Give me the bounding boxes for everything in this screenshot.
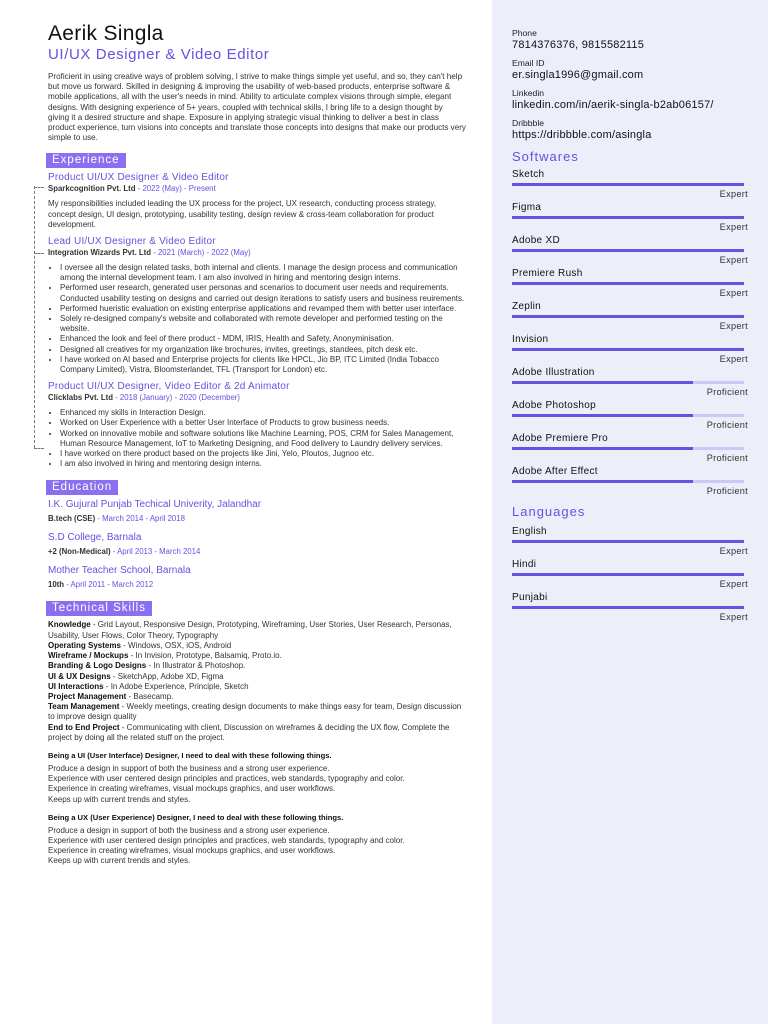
skill-level-bar: [512, 606, 744, 609]
sidebar-content: [512, 28, 748, 625]
skill-name: Hindi: [512, 559, 537, 570]
skill-level-fill: [512, 315, 744, 318]
skill-name: English: [512, 526, 547, 537]
job-company: [48, 248, 466, 258]
skill-text: - In Invision, Prototype, Balsamiq, Proto.io.: [128, 651, 282, 661]
skill-label: Project Management: [48, 691, 127, 701]
contact-label: Linkedin: [512, 88, 545, 98]
job-bullets: [48, 408, 466, 469]
skill-level-item: [512, 559, 748, 592]
education-dates: - March 2014 - April 2018: [95, 514, 185, 524]
technical-skills-section: [48, 598, 466, 866]
job-bullets: [48, 263, 466, 375]
softwares-heading: Softwares: [512, 149, 579, 164]
ux-note-heading: Being a UX (User Experience) Designer, I need to deal with these following things.: [48, 812, 344, 822]
skill-level-fill: [512, 414, 693, 417]
candidate-name: Aerik Singla: [48, 22, 164, 45]
skill-level-fill: [512, 249, 744, 252]
skill-label: UI & UX Designs: [48, 671, 111, 681]
school-name: Mother Teacher School, Barnala: [48, 565, 191, 577]
timeline-tick: [34, 187, 44, 188]
list-item: • I am also involved in hiring and mentoring design interns.: [60, 459, 466, 469]
skill-level-item: [512, 301, 748, 334]
skill-level-item: [512, 268, 748, 301]
skill-text: - SketchApp, Adobe XD, Figma: [110, 671, 224, 681]
skill-level-bar: [512, 447, 744, 450]
list-item: Keeps up with current trends and styles.: [48, 794, 191, 804]
skill-level-item: [512, 235, 748, 268]
skill-level-item: [512, 526, 748, 559]
degree: B.tech (CSE): [48, 514, 96, 524]
education-heading: Education: [46, 480, 118, 495]
skill-level-item: [512, 433, 748, 466]
contact-item: [512, 28, 748, 52]
skill-level-label: Proficient: [706, 387, 748, 397]
skill-text: - Grid Layout, Responsive Design, Prototyping, Wireframing, User Stories, User Research, Personas, Usability, User Flows, Color Theory, Typography: [48, 620, 452, 640]
job-title: Product UI/UX Designer, Video Editor & 2d Animator: [48, 381, 290, 393]
skill-line: [48, 661, 466, 671]
contact-label: Dribbble: [512, 118, 545, 128]
candidate-role: UI/UX Designer & Video Editor: [48, 46, 270, 63]
list-item: Produce a design in support of both the business and a strong user experience.: [48, 825, 330, 835]
list-item: Experience with user centered design principles and practices, web standards, typography and color.: [48, 835, 405, 845]
skill-level-item: [512, 202, 748, 235]
job-company: [48, 184, 466, 194]
skill-name: Zeplin: [512, 301, 542, 312]
education-dates: - April 2013 - March 2014: [110, 547, 201, 557]
experience-timeline: [48, 172, 466, 469]
experience-section: [48, 150, 466, 469]
skill-level-fill: [512, 540, 744, 543]
job-company: [48, 393, 466, 403]
email-link[interactable]: er.singla1996@gmail.com: [512, 69, 644, 81]
skill-level-label: Expert: [719, 321, 748, 331]
education-detail: [48, 580, 466, 590]
skill-level-bar: [512, 540, 744, 543]
skill-level-item: [512, 334, 748, 367]
skill-level-fill: [512, 216, 744, 219]
skill-name: Adobe Photoshop: [512, 400, 597, 411]
list-item: • I have worked on AI based and Enterprise projects for clients like HPCL, Jio BP, ITC Limited (India Tobacco Company Limited), Vistra, Bloomsterlandet, TFL (Transport for London) etc.: [60, 355, 466, 375]
list-item: • Performed hueristic evaluation on existing enterprise applications and revamped them with better user interface.: [60, 304, 466, 314]
job-entry: [48, 236, 466, 375]
list-item: Keeps up with current trends and styles.: [48, 856, 191, 866]
education-detail: [48, 514, 466, 524]
skill-label: Operating Systems: [48, 640, 121, 650]
softwares-list: [512, 169, 748, 499]
skill-level-fill: [512, 606, 744, 609]
school-name: I.K. Gujural Punjab Techical Univerity, Jalandhar: [48, 499, 262, 511]
skill-level-fill: [512, 183, 744, 186]
company-name: Integration Wizards Pvt. Ltd: [48, 248, 152, 258]
skill-line: [48, 682, 466, 692]
languages-heading: Languages: [512, 504, 586, 519]
main-column: [48, 22, 466, 867]
skill-level-item: [512, 169, 748, 202]
list-item: • Worked on User Experience with a better User Interface of Products to grow business needs.: [60, 418, 466, 428]
education-entry: [48, 499, 466, 524]
contact-label: Phone: [512, 28, 537, 38]
skill-name: Invision: [512, 334, 549, 345]
job-entry: [48, 172, 466, 230]
skill-text: - Windows, OSX, iOS, Android: [120, 640, 232, 650]
skill-level-label: Expert: [719, 222, 748, 232]
education-entry: [48, 565, 466, 590]
skill-text: - Weekly meetings, creating design documents to make things easy for team, Design discussion to improve design quality: [48, 702, 462, 722]
school-name: S.D College, Barnala: [48, 532, 142, 544]
skill-level-label: Expert: [719, 255, 748, 265]
degree: +2 (Non-Medical): [48, 547, 111, 557]
technical-skills-heading: Technical Skills: [46, 601, 152, 616]
skill-level-fill: [512, 381, 693, 384]
languages-list: [512, 526, 748, 625]
list-item: • Worked on innovative mobile and software solutions like Machine Learning, POS, CRM for Sales Management, Human Resource Management, IoT to Marketing Designing, and Food delivery to Laundry delivery services.: [60, 429, 466, 449]
list-item: • Enhanced my skills in Interaction Design.: [60, 408, 466, 418]
skill-name: Adobe XD: [512, 235, 560, 246]
skill-level-bar: [512, 414, 744, 417]
education-detail: [48, 547, 466, 557]
skill-text: - In Illustrator & Photoshop.: [146, 661, 246, 671]
skill-level-label: Proficient: [706, 453, 748, 463]
degree: 10th: [48, 580, 65, 590]
list-item: • I have worked on there product based on the projects like Jini, Yelo, Ploutos, Jugnoo etc.: [60, 449, 466, 459]
skill-level-fill: [512, 348, 744, 351]
skill-label: Wireframe / Mockups: [48, 651, 129, 661]
skill-line: [48, 620, 466, 640]
skill-label: End to End Project: [48, 722, 120, 732]
skill-level-bar: [512, 282, 744, 285]
education-dates: - April 2011 - March 2012: [64, 580, 154, 590]
skill-label: UI Interactions: [48, 681, 104, 691]
job-dates: - 2021 (March) - 2022 (May): [151, 248, 251, 258]
list-item: Experience in creating wireframes, visual mockups graphics, and user workflows.: [48, 846, 336, 856]
skill-level-label: Expert: [719, 354, 748, 364]
job-title: Lead UI/UX Designer & Video Editor: [48, 236, 216, 248]
education-entry: [48, 532, 466, 557]
skill-level-label: Expert: [719, 546, 748, 556]
list-item: • Performed user research, generated user personas and scenarios to document user needs and requirements. Conducted usability testing on designs and carried out design iterations to satisfy users and business reuirements.: [60, 283, 466, 303]
skill-level-bar: [512, 381, 744, 384]
skill-level-bar: [512, 183, 744, 186]
contact-item: [512, 118, 748, 142]
contact-item: [512, 88, 748, 112]
skill-level-fill: [512, 282, 744, 285]
skill-line: [48, 692, 466, 702]
timeline-line: [34, 186, 43, 448]
skill-text: - Basecamp.: [126, 691, 174, 701]
skill-name: Adobe Premiere Pro: [512, 433, 609, 444]
job-dates: - 2022 (May) - Present: [135, 184, 216, 194]
timeline-tick: [34, 448, 44, 449]
list-item: • Enhanced the look and feel of there product - MDM, IRIS, Health and Safety, Anonyminisation.: [60, 334, 466, 344]
skill-line: [48, 641, 466, 651]
skill-level-label: Expert: [719, 579, 748, 589]
skill-level-bar: [512, 249, 744, 252]
list-item: Experience in creating wireframes, visual mockups graphics, and user workflows.: [48, 784, 336, 794]
profile-summary: Proficient in using creative ways of problem solving, I strive to make things simple yet useful, and so, they can't help but move us forward. Skilled in designing & improving the usability of web-based products, enterprise software & mobile applications, all with the user's needs in mind. Ability to articulate complex visions through simple, elegant designs. With designing experience of 5+ years, coupled with technical skills, I bring life to a design thought by giving it a desired structure and shape. Exposure in applying strategic visual thinking to deliver a best in class product experience, turn visions into concepts and translate those concepts into designs that make our products very simple to use.: [48, 72, 466, 143]
skill-line: [48, 672, 466, 682]
skill-level-item: [512, 466, 748, 499]
list-item: • Designed all creatives for my organization like brochures, invites, greetings, standees, pitch desk etc.: [60, 345, 466, 355]
skill-name: Punjabi: [512, 592, 548, 603]
skill-level-bar: [512, 315, 744, 318]
skill-text: - Communicating with client, Discussion on wireframes & deciding the UX flow, Complete the project by doing all the related stuff on the project.: [48, 722, 450, 742]
job-dates: - 2018 (January) - 2020 (December): [113, 393, 240, 403]
skill-level-label: Proficient: [706, 486, 748, 496]
skill-level-fill: [512, 447, 693, 450]
skill-text: - In Adobe Experience, Principle, Sketch: [103, 681, 249, 691]
list-item: Experience with user centered design principles and practices, web standards, typography and color.: [48, 774, 405, 784]
skill-name: Adobe Illustration: [512, 367, 595, 378]
skill-level-label: Proficient: [706, 420, 748, 430]
skill-level-fill: [512, 573, 744, 576]
skill-level-item: [512, 400, 748, 433]
contact-item: [512, 58, 748, 82]
skill-level-bar: [512, 348, 744, 351]
skill-line: [48, 651, 466, 661]
skill-line: [48, 723, 466, 743]
education-section: [48, 477, 466, 590]
linkedin-link[interactable]: linkedin.com/in/aerik-singla-b2ab06157/: [512, 99, 714, 111]
phone-value: 7814376376, 9815582115: [512, 39, 645, 51]
ui-note-heading: Being a UI (User Interface) Designer, I need to deal with these following things.: [48, 750, 332, 760]
skill-level-bar: [512, 480, 744, 483]
timeline-tick: [34, 253, 44, 254]
skill-level-item: [512, 367, 748, 400]
list-item: • I oversee all the design related tasks, both internal and clients. I manage the design process and communication among the internal development team. I am also involved in hiring and mentoring design interns.: [60, 263, 466, 283]
experience-heading: Experience: [46, 153, 126, 168]
skill-level-item: [512, 592, 748, 625]
dribbble-link[interactable]: https://dribbble.com/asingla: [512, 129, 652, 141]
skill-label: Knowledge: [48, 620, 91, 630]
contact-block: [512, 28, 748, 142]
company-name: Sparkcognition Pvt. Ltd: [48, 184, 136, 194]
skill-level-label: Expert: [719, 288, 748, 298]
skill-name: Adobe After Effect: [512, 466, 598, 477]
list-item: Produce a design in support of both the business and a strong user experience.: [48, 763, 330, 773]
skill-label: Branding & Logo Designs: [48, 661, 147, 671]
ux-note-list: [48, 826, 466, 867]
company-name: Clicklabs Pvt. Ltd: [48, 393, 113, 403]
contact-label: Email ID: [512, 58, 545, 68]
skill-level-label: Expert: [719, 189, 748, 199]
skill-label: Team Management: [48, 702, 120, 712]
job-description: My responsibilities included leading the UX process for the project, UX research, conducting process strategy, concept design, UI design, prototyping, usability testing, design review & cross-team collaboration for product development.: [48, 199, 437, 229]
skill-level-fill: [512, 480, 693, 483]
ui-note-list: [48, 764, 466, 805]
skill-name: Figma: [512, 202, 542, 213]
job-entry: [48, 381, 466, 469]
skill-name: Premiere Rush: [512, 268, 583, 279]
job-title: Product UI/UX Designer & Video Editor: [48, 172, 229, 184]
skill-level-bar: [512, 216, 744, 219]
list-item: • Solely re-designed company's website and collaborated with remote developer and performed testing on the website.: [60, 314, 466, 334]
skill-level-bar: [512, 573, 744, 576]
skill-name: Sketch: [512, 169, 545, 180]
skill-level-label: Expert: [719, 612, 748, 622]
skill-line: [48, 702, 466, 722]
skills-list: [48, 620, 466, 742]
